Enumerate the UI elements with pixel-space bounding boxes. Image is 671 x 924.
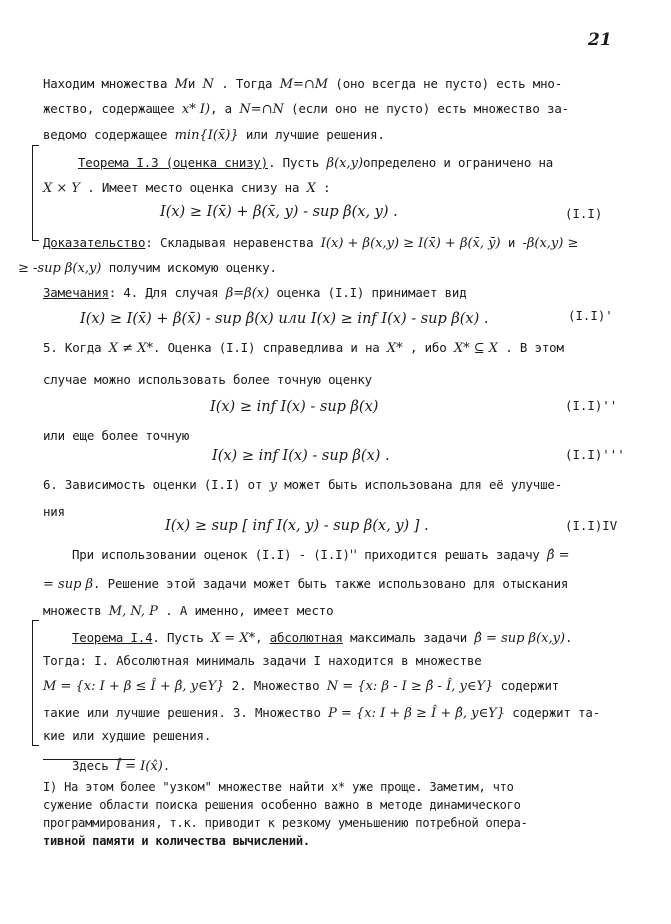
text-line (43, 705, 600, 721)
underlined-text: Замечания (43, 285, 109, 300)
math-fragment: Î = I(x̂) (115, 759, 163, 774)
text-fragment: или лучшие решения. (238, 127, 385, 142)
math-fragment: X = X* (210, 631, 256, 646)
text-fragment: , ибо (402, 340, 454, 355)
theorem-bracket (32, 145, 39, 241)
text-fragment: максималь задачи (342, 630, 475, 645)
text-fragment: Тогда: I. Абсолютная минималь задачи I находится в множестве (43, 653, 482, 668)
text-fragment: содержит (493, 678, 560, 693)
footnote-rule (43, 759, 135, 760)
footnote-line: программирования, т.к. приводит к резкому уменьшению потребной опера- (43, 816, 528, 830)
math-fragment: min{I(x̄)} (174, 128, 239, 143)
text-fragment: содержит та- (504, 705, 601, 720)
theorem-bracket (32, 620, 39, 746)
text-fragment: получим искомую оценку. (101, 260, 277, 275)
text-fragment: . (565, 630, 573, 645)
math-fragment: X ≠ X* (108, 341, 153, 356)
math-fragment: M, N, P (108, 604, 158, 619)
equation-number: (I.I)IV (565, 518, 618, 533)
text-fragment: . Пусть (268, 155, 327, 170)
math-fragment: I(x) + β(x,y) ≥ I(x̄) + β(x̄, ȳ) (320, 236, 501, 251)
math-fragment: β(x,y) (326, 156, 364, 171)
text-line (18, 260, 277, 276)
equation-1-1-iv: I(x) ≥ sup [ inf I(x, y) - sup β(x, y) ] . (165, 518, 429, 534)
math-fragment: '' (349, 548, 357, 563)
math-fragment: N=∩N (239, 102, 284, 117)
text-line (43, 76, 562, 92)
text-fragment: : Складывая неравенства (145, 235, 321, 250)
text-fragment: . Имеет место оценка снизу на (80, 180, 307, 195)
equation-1-1: I(x) ≥ I(x̄) + β(x̄, y) - sup β(x, y) . (160, 204, 398, 220)
math-fragment: β̂ = (547, 548, 570, 563)
underlined-text: абсолютная (269, 630, 343, 645)
text-line (72, 630, 572, 646)
math-fragment: X × Y (43, 181, 80, 196)
math-fragment: M=∩M (279, 77, 329, 92)
text-fragment: 6. Зависимость оценки (I.I) от (43, 477, 270, 492)
math-fragment: -β(x,y) ≥ (522, 236, 579, 251)
text-fragment: приходится решать задачу (356, 547, 547, 562)
text-line (78, 155, 553, 171)
text-fragment: такие или лучшие решения. 3. Множество (43, 705, 329, 720)
text-fragment: оценка (I.I) принимает вид (269, 285, 467, 300)
equation-number: (I.I)''' (565, 447, 625, 462)
text-line (43, 428, 189, 443)
underlined-text: Доказательство (43, 235, 146, 250)
math-fragment: X* (386, 341, 403, 356)
text-fragment: ведомо содержащее (43, 127, 175, 142)
footnote-line: I) На этом более "узком" множестве найти x* уже проще. Заметим, что (43, 780, 514, 794)
math-fragment: = sup β (43, 577, 94, 592)
text-line (43, 127, 385, 143)
text-fragment: кие или худшие решения. (43, 728, 212, 743)
text-line (43, 576, 568, 592)
text-line (43, 603, 333, 619)
math-fragment: M (174, 77, 188, 92)
text-fragment: Здесь (72, 758, 116, 773)
text-line (43, 372, 372, 387)
math-fragment: X* ⊆ X (453, 341, 498, 356)
text-fragment: 2. Множество (224, 678, 327, 693)
text-fragment: : 4. Для случая (108, 285, 226, 300)
math-fragment: P = {x: I + β ≥ Î + β̂, y∈Y} (328, 706, 505, 721)
math-fragment: ≥ -sup β(x,y) (18, 261, 102, 276)
text-fragment: . Решение этой задачи может быть также использовано для отыскания (93, 576, 569, 591)
math-fragment: N (202, 77, 214, 92)
text-fragment: множеств (43, 603, 109, 618)
math-fragment: N = {x: β - I ≥ β̂ - Î, y∈Y} (326, 679, 494, 694)
text-fragment: и (500, 235, 523, 250)
text-fragment: , (255, 630, 270, 645)
text-fragment: 5. Когда (43, 340, 109, 355)
text-fragment: . Тогда (213, 76, 280, 91)
text-line (43, 340, 564, 356)
equation-1-1-double-prime: I(x) ≥ inf I(x) - sup β(x) (210, 399, 379, 415)
text-fragment: или еще более точную (43, 428, 190, 443)
text-fragment: жество, содержащее (43, 101, 182, 116)
text-fragment: случае можно использовать более точную оценку (43, 372, 372, 387)
text-line (43, 678, 559, 694)
math-fragment: x* I) (181, 102, 211, 117)
text-fragment: . А именно, имеет место (157, 603, 334, 618)
text-line (43, 235, 578, 251)
text-fragment: . (162, 758, 171, 773)
text-line (43, 180, 331, 196)
footnote-line: тивной памяти и количества вычислений. (43, 834, 310, 848)
text-fragment: может быть использована для её улучше- (276, 477, 563, 492)
text-fragment: . В этом (498, 340, 564, 355)
footnote-line: сужение области поиска решения особенно важно в методе динамического (43, 798, 521, 812)
text-line (72, 547, 570, 563)
text-line (43, 653, 482, 668)
text-line (43, 728, 211, 743)
text-line (43, 504, 65, 519)
equation-1-1-prime: I(x) ≥ I(x̄) + β(x̄) - sup β(x) или I(x) ≥ inf I(x) - sup β(x) . (80, 311, 489, 327)
text-fragment: и (187, 76, 203, 91)
text-fragment: ния (43, 504, 65, 519)
text-line (72, 758, 170, 774)
text-line (43, 285, 467, 301)
math-fragment: β=β(x) (225, 286, 270, 301)
math-fragment: β̂ = sup β(x,y) (474, 631, 566, 646)
equation-1-1-triple-prime: I(x) ≥ inf I(x) - sup β(x) . (212, 448, 390, 464)
text-line (43, 477, 562, 493)
underlined-text: Теорема I.3 (оценка снизу) (78, 155, 269, 170)
equation-number: (I.I) (565, 206, 603, 221)
text-fragment: . Пусть (152, 630, 211, 645)
text-fragment: . Оценка (I.I) справедлива и на (152, 340, 387, 355)
text-fragment: (если оно не пусто) есть множество за- (283, 101, 569, 116)
math-fragment: y (269, 478, 277, 493)
underlined-text: Теорема I.4 (72, 630, 153, 645)
text-fragment: Находим множества (43, 76, 175, 91)
equation-number: (I.I)' (568, 308, 613, 323)
text-fragment: При использовании оценок (I.I) - (I.I) (72, 547, 350, 562)
math-fragment: X (306, 181, 316, 196)
text-fragment: (оно всегда не пусто) есть мно- (328, 76, 563, 91)
page-number: 21 (588, 30, 612, 50)
text-fragment: : (315, 180, 331, 195)
text-fragment: определено и ограничено на (363, 155, 554, 170)
math-fragment: M = {x: I + β ≤ Î + β̂, y∈Y} (43, 679, 225, 694)
text-fragment: , а (210, 101, 240, 116)
text-line (43, 101, 569, 117)
equation-number: (I.I)'' (565, 398, 618, 413)
